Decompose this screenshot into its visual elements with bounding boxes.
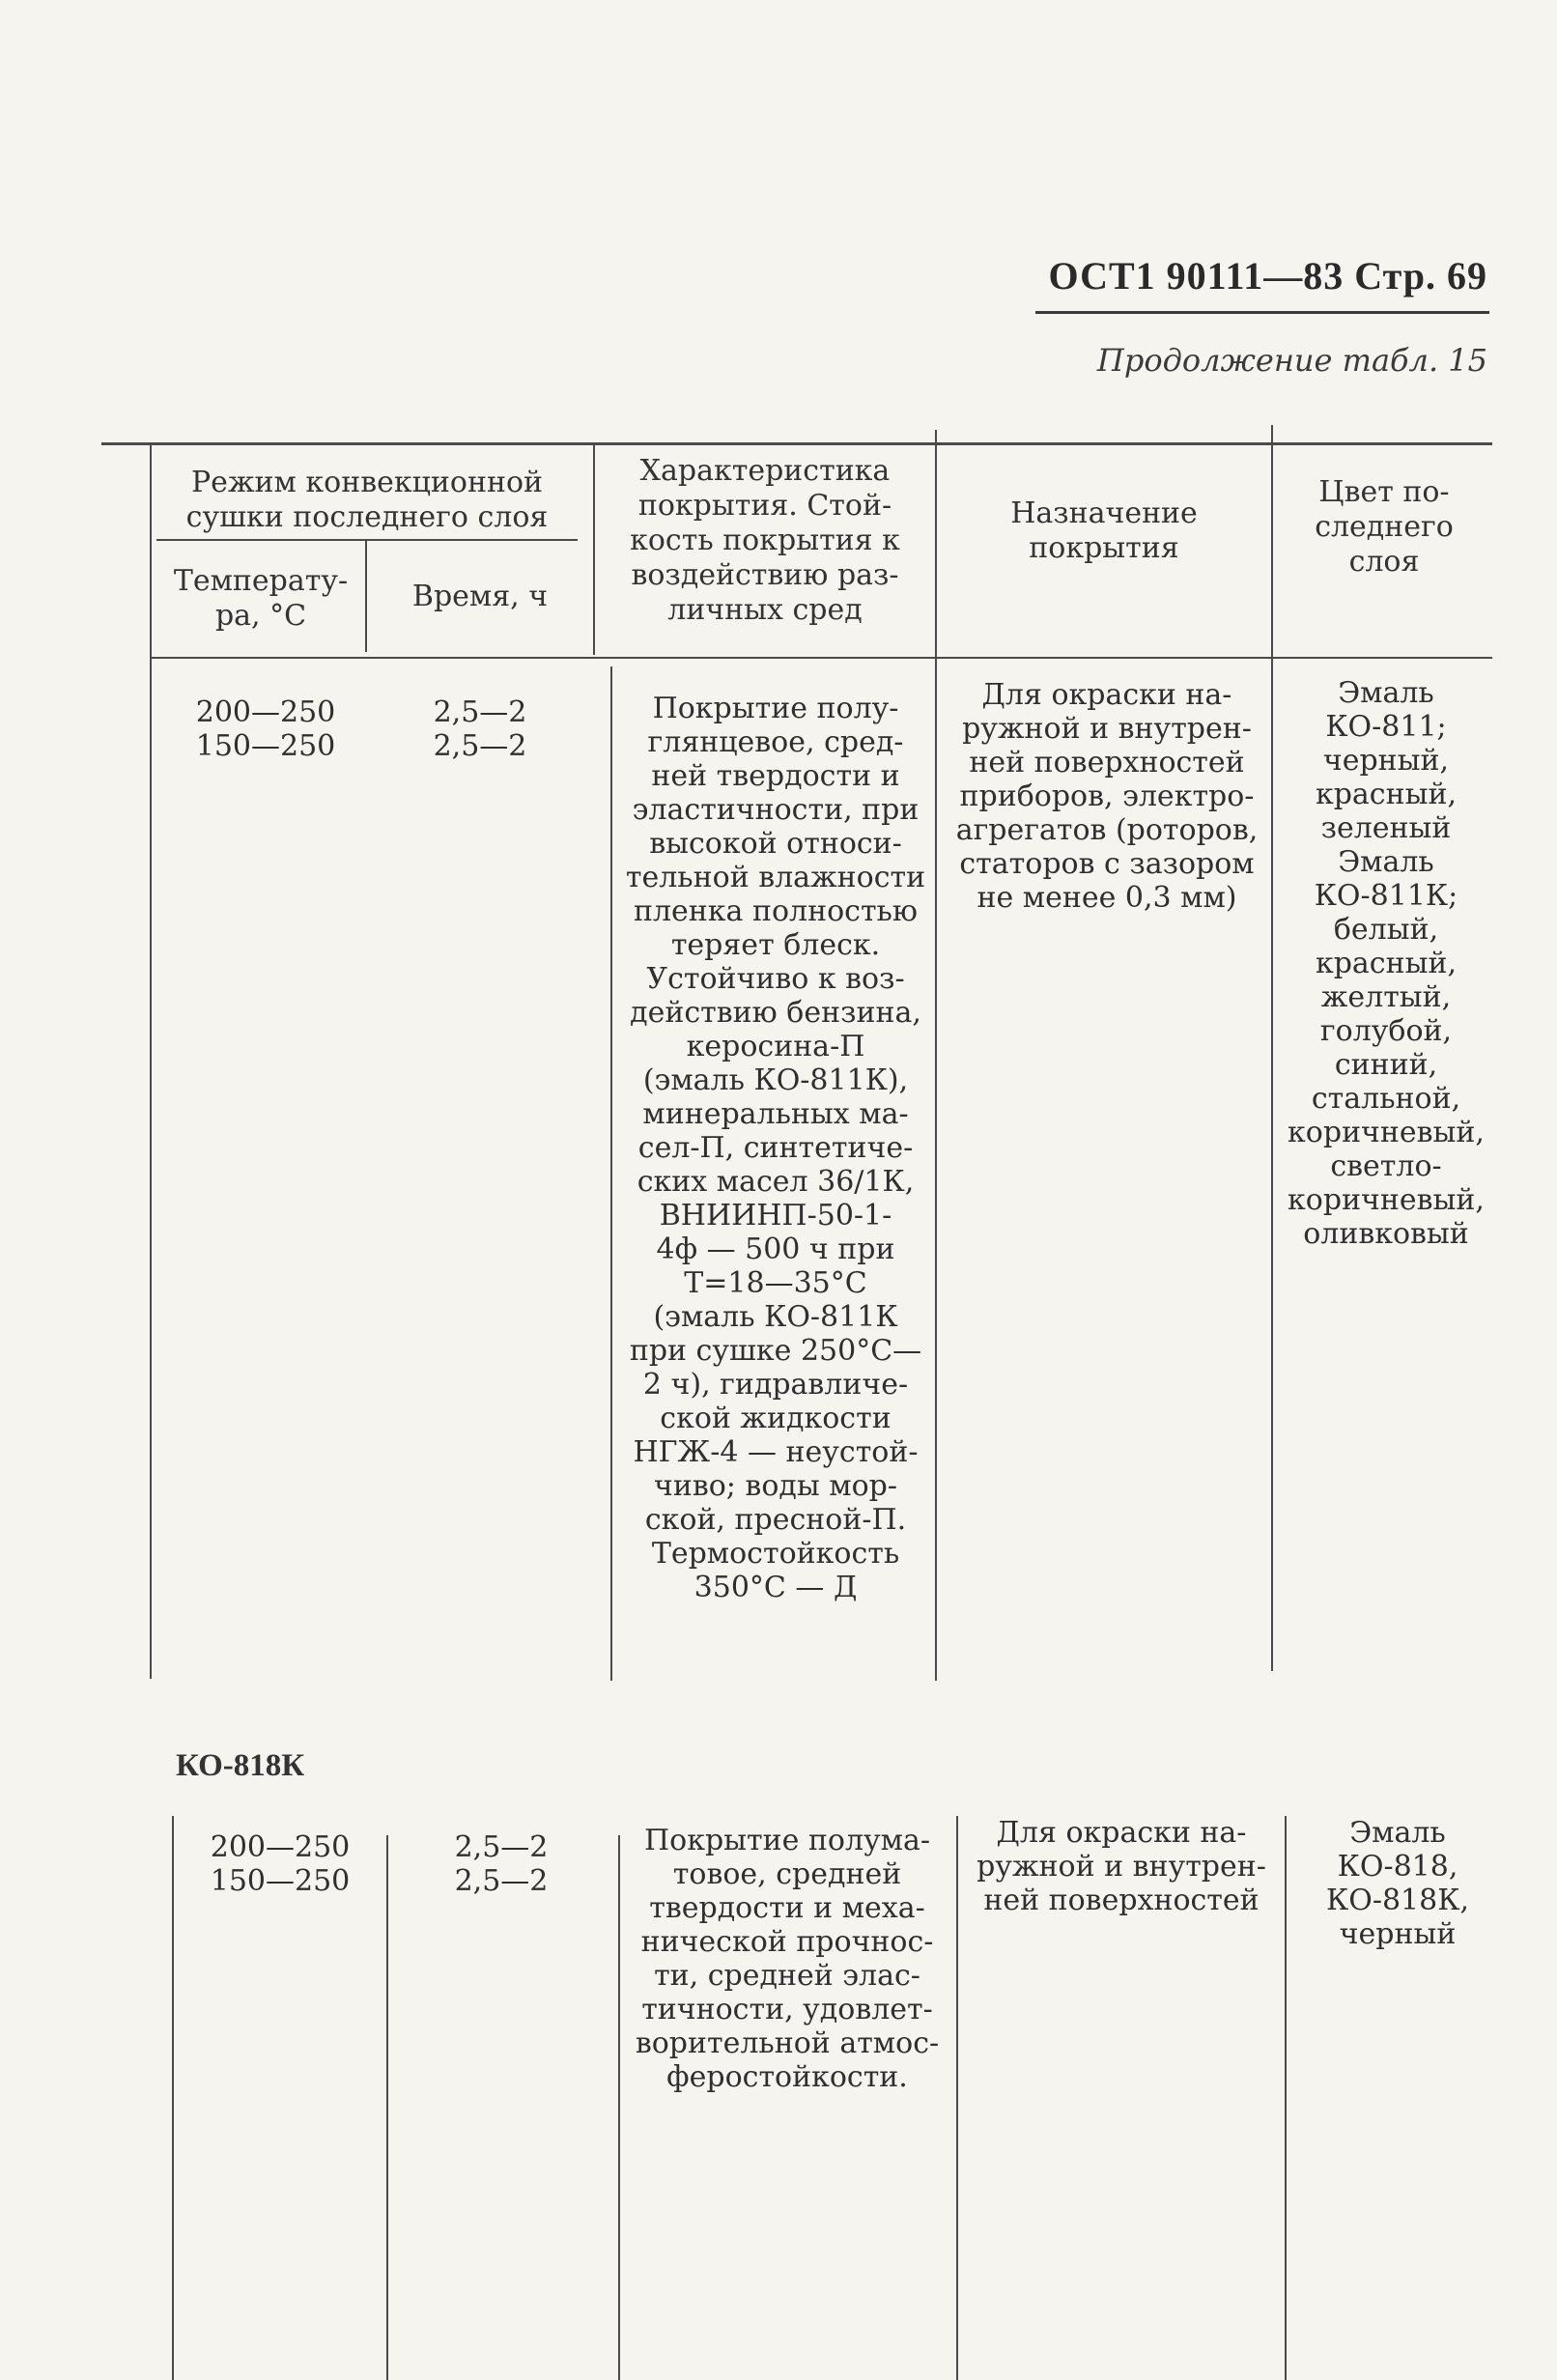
- col-characteristic-header: Характеристика покрытия. Стой- кость покрытия к воздействию раз- личных сред: [630, 454, 900, 627]
- row2-characteristic: Покрытие полума- товое, средней твердости и меха- нической прочнос- ти, средней элас- тичности, удовлет- ворительной атмос- феростойкости.: [635, 1824, 940, 2094]
- section2-rule-left: [172, 1816, 174, 2380]
- col-drying-mode-header: Режим конвекционной сушки последнего слоя: [185, 466, 549, 534]
- column-rule-left: [150, 442, 152, 1679]
- row1-purpose: Для окраски на- ружной и внутрен- ней поверхностей приборов, электро- агрегатов (роторов, статоров с зазором не менее 0,3 мм): [955, 678, 1259, 915]
- section-label-ko818k: КО-818К: [176, 1748, 305, 1783]
- row1-temperature: 200—250 150—250: [195, 695, 336, 763]
- section2-rule-char-purpose: [956, 1816, 958, 2380]
- column-rule-time-char-body: [610, 666, 612, 1681]
- col-temperature-header: Температу- ра, °С: [173, 564, 349, 633]
- row2-time: 2,5—2 2,5—2: [454, 1830, 549, 1898]
- table-continuation-label: Продолжение табл. 15: [1096, 342, 1487, 379]
- row2-temperature: 200—250 150—250: [210, 1830, 351, 1898]
- header-bottom-rule: [150, 657, 1492, 659]
- table-top-rule: [101, 442, 1492, 445]
- col-color-header: Цвет по- следнего слоя: [1315, 475, 1454, 579]
- col-time-header: Время, ч: [411, 580, 549, 613]
- column-rule-char-purpose: [935, 430, 937, 1681]
- drying-mode-divider: [156, 539, 578, 541]
- header-underline: [1035, 311, 1489, 314]
- row2-purpose: Для окраски на- ружной и внутрен- ней поверхностей: [977, 1816, 1266, 1917]
- row1-time: 2,5—2 2,5—2: [433, 695, 527, 763]
- row2-color: Эмаль КО-818, КО-818К, черный: [1326, 1816, 1469, 1951]
- column-rule-purpose-color: [1271, 425, 1273, 1671]
- section2-rule-time-char: [618, 1835, 620, 2380]
- row1-color: Эмаль КО-811; черный, красный, зеленый Эмаль КО-811К; белый, красный, желтый, голубой, синий, стальной, коричневый, светло- коричневый, оливковый: [1288, 676, 1485, 1251]
- section2-rule-purpose-color: [1285, 1816, 1287, 2380]
- document-code: ОСТ1 90111—83 Стр. 69: [1048, 254, 1487, 298]
- col-purpose-header: Назначение покрытия: [1010, 496, 1198, 565]
- row1-characteristic: Покрытие полу- глянцевое, сред- ней твердости и эластичности, при высокой относи- тельной влажности пленка полностью теряет блеск. Устойчиво к воз- действию бензина, керосина-П (эмаль КО-811К), минеральных ма- сел-П, синтетиче- ских масел 36/1К, ВНИИНП-50-1- 4ф — 500 ч при Т=18—35°С (эмаль КО-811К при сушке 250°С— 2 ч), гидравличе- ской жидкости НГЖ-4 — неустой- чиво; воды мор- ской, пресной-П. Термостойкость 350°С — Д: [625, 692, 926, 1604]
- section2-rule-temp-time: [386, 1835, 388, 2380]
